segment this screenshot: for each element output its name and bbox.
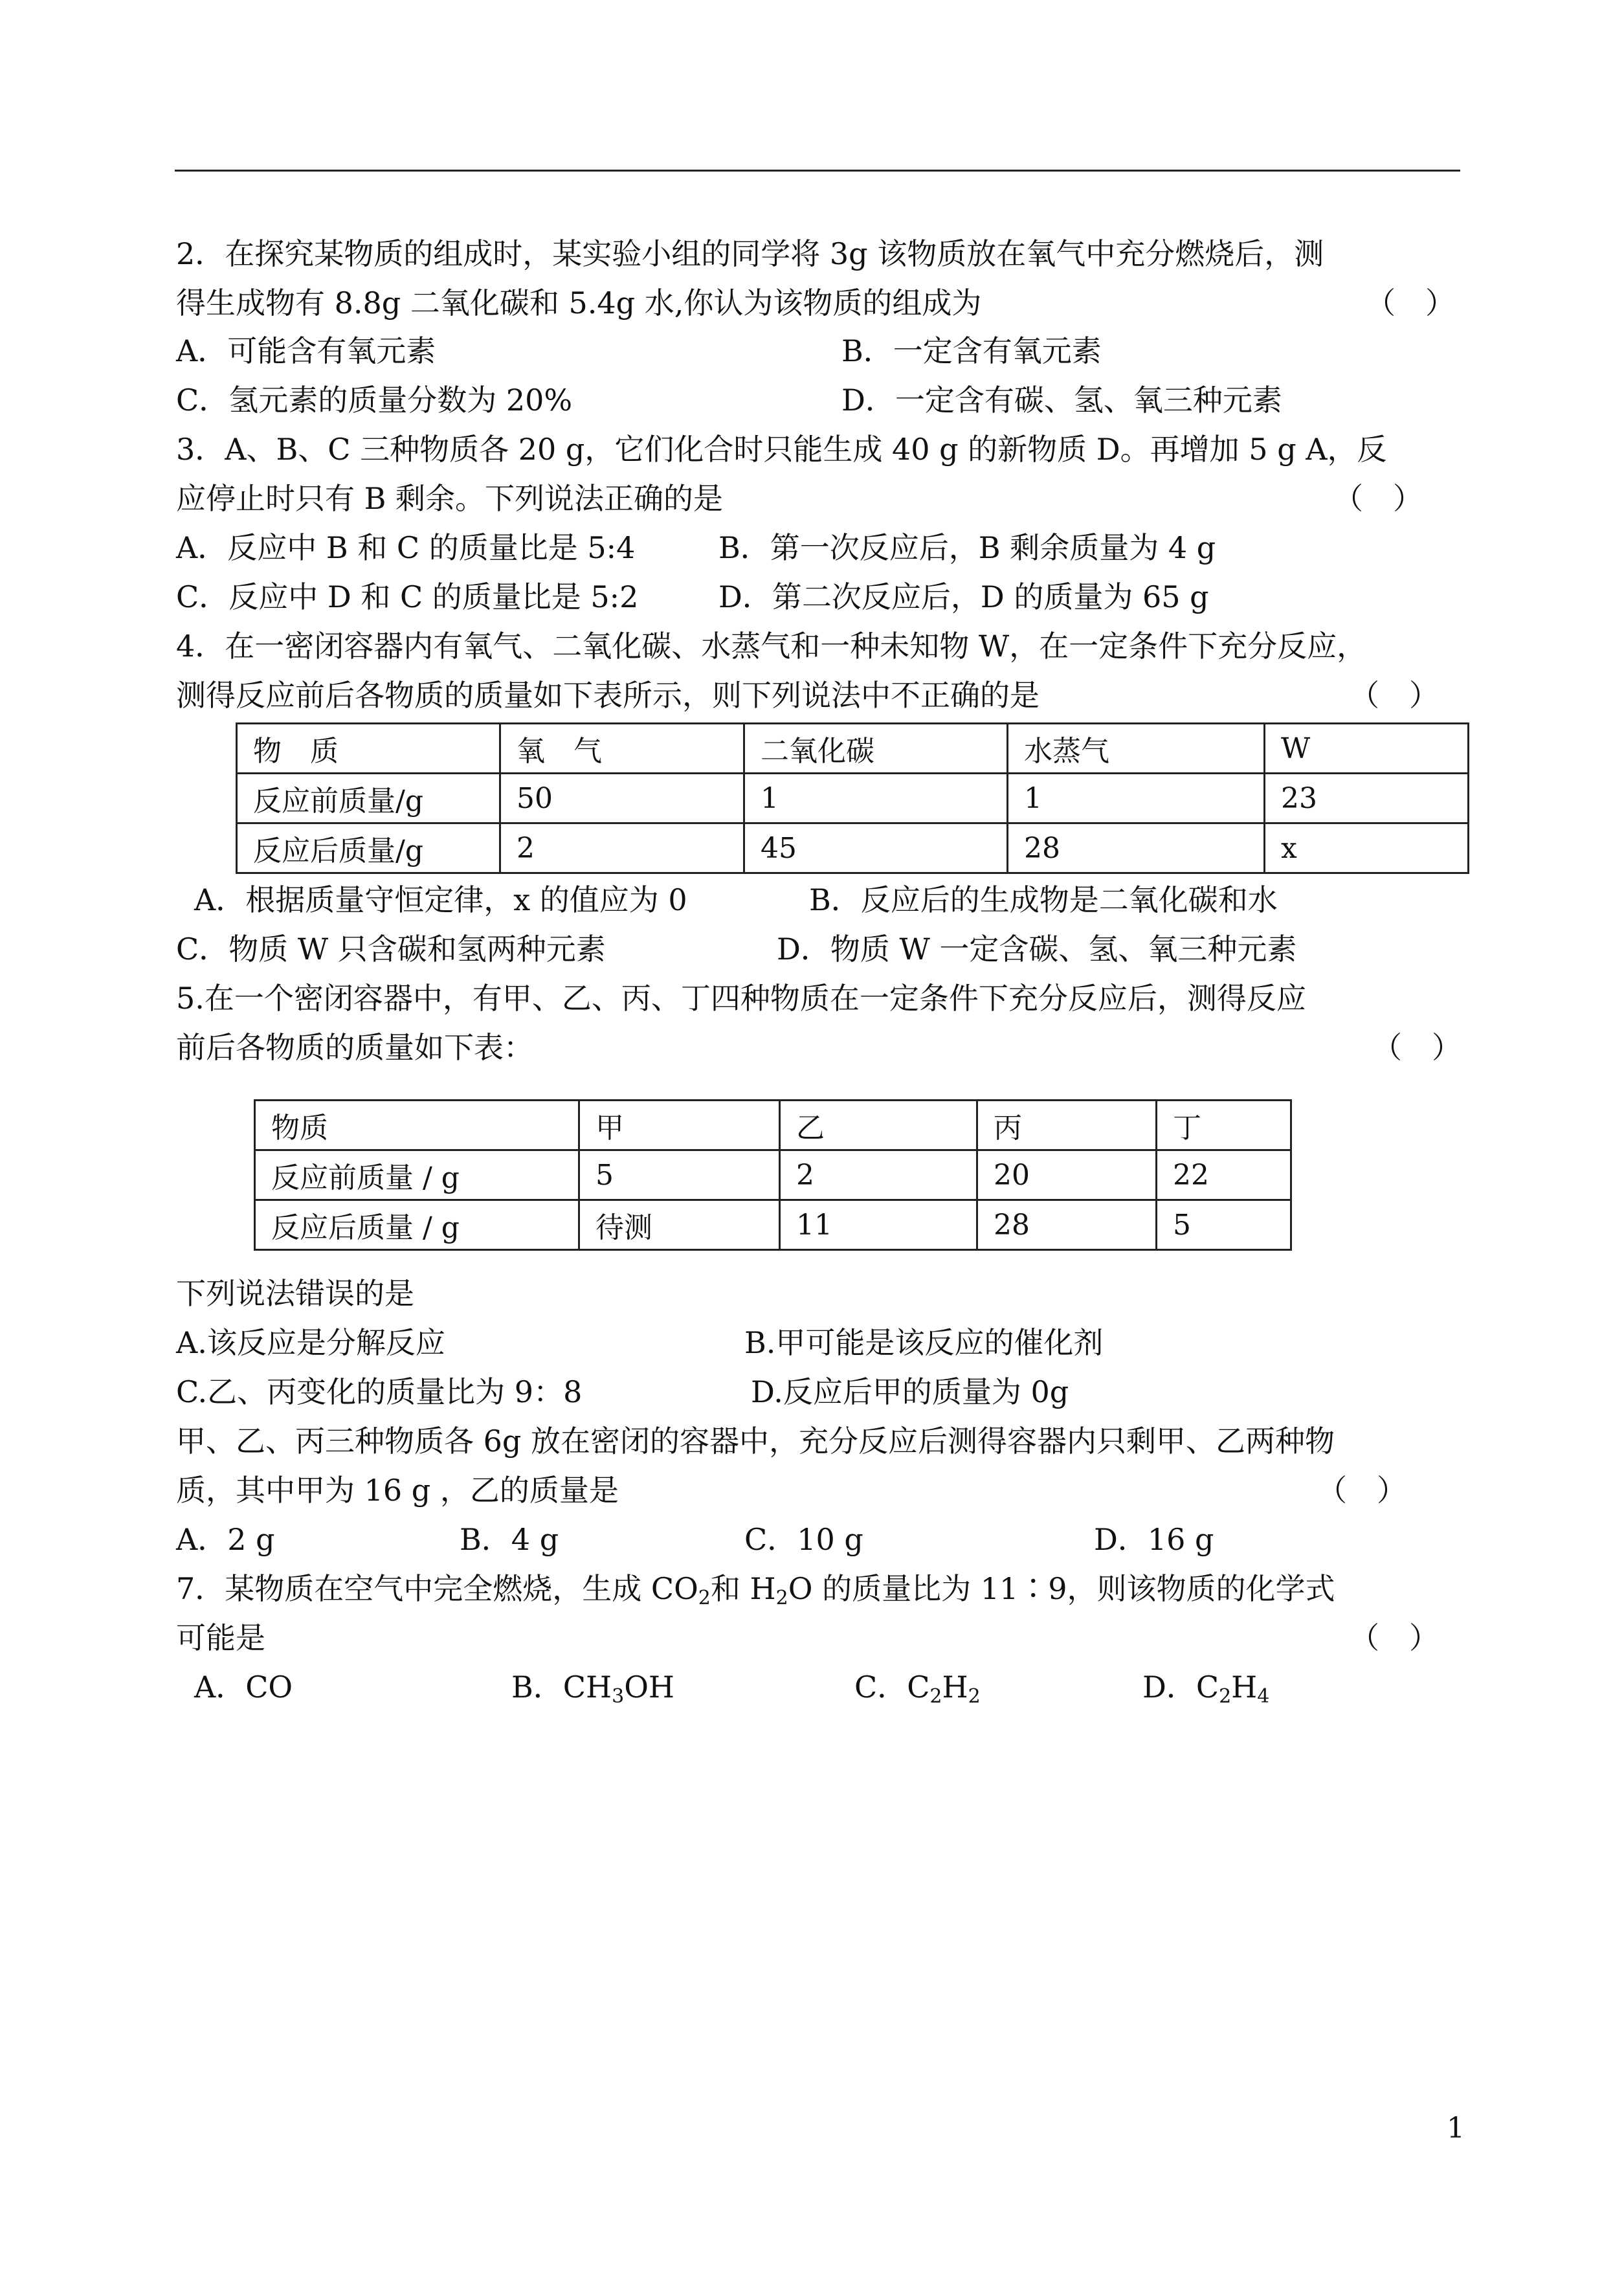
q2-option-a: A．可能含有氧元素 (176, 333, 436, 368)
q6-option-c: C．10 g (744, 1522, 863, 1557)
table-cell: 反应后质量 / g (255, 1200, 579, 1250)
table-cell: 28 (1008, 823, 1265, 873)
q2-stem-line1: 2．在探究某物质的组成时，某实验小组的同学将 3g 该物质放在氧气中充分燃烧后，测 (176, 236, 1324, 271)
table-cell: 物 质 (237, 724, 500, 774)
table-row (255, 1200, 1291, 1250)
table-cell: 23 (1265, 774, 1469, 823)
table-cell: 1 (1008, 774, 1265, 823)
q6-stem-line2: 质，其中甲为 16 g ，乙的质量是 (176, 1473, 619, 1508)
q7-option-a: A．CO (194, 1670, 293, 1705)
table-cell: W (1265, 724, 1469, 774)
table-cell: 物质 (255, 1101, 579, 1150)
q7-option-d: D．$C_2H_4$ (1142, 1670, 1270, 1708)
q5-stem-line2: 前后各物质的质量如下表： (176, 1030, 533, 1065)
q3-option-d: D．第二次反应后，D 的质量为 65 g (718, 579, 1209, 614)
table-cell: x (1265, 823, 1469, 873)
table-cell: 甲 (579, 1101, 780, 1150)
q4-answer-paren: （ ） (1350, 678, 1439, 713)
table-cell: 50 (500, 774, 744, 823)
table-cell: 反应前质量 / g (255, 1150, 579, 1200)
table-cell: 待测 (579, 1200, 780, 1250)
q2-option-d: D．一定含有碳、氢、氧三种元素 (841, 383, 1282, 418)
q7-stem-line1: 7．某物质在空气中完全燃烧，生成 $CO_2$和 $H_2O$ 的质量比为 11∶9，则该物质的化学式 (176, 1571, 1335, 1609)
q4-option-b: B．反应后的生成物是二氧化碳和水 (809, 882, 1278, 917)
q7-option-c: C．$C_2H_2$ (854, 1670, 981, 1708)
q4-mass-table (236, 722, 1469, 874)
q3-answer-paren: （ ） (1333, 481, 1423, 516)
q5-mass-table (254, 1099, 1292, 1251)
table-cell: 28 (977, 1200, 1157, 1250)
table-cell: 5 (1157, 1200, 1291, 1250)
table-cell: 反应前质量/g (237, 774, 500, 823)
table-cell: 水蒸气 (1008, 724, 1265, 774)
table-cell: 2 (780, 1150, 977, 1200)
q7-option-b: B．$CH_3OH$ (511, 1670, 675, 1708)
q5-option-d: D.反应后甲的质量为 0g (751, 1374, 1069, 1409)
q6-stem-line1: 甲、乙、丙三种物质各 6g 放在密闭的容器中，充分反应后测得容器内只剩甲、乙两种物 (176, 1424, 1335, 1459)
q4-stem-line1: 4．在一密闭容器内有氧气、二氧化碳、水蒸气和一种未知物 W，在一定条件下充分反应， (176, 629, 1367, 664)
q2-stem-line2: 得生成物有 8.8g 二氧化碳和 5.4g 水,你认为该物质的组成为 (176, 285, 982, 320)
q3-option-b: B．第一次反应后，B 剩余质量为 4 g (718, 530, 1216, 565)
table-row (255, 1150, 1291, 1200)
q3-stem-line2: 应停止时只有 B 剩余。下列说法正确的是 (176, 481, 724, 516)
table-row (237, 774, 1469, 823)
q7-stem-line2: 可能是 (176, 1620, 265, 1655)
q5-option-c: C.乙、丙变化的质量比为 9：8 (176, 1374, 583, 1409)
table-cell: 丙 (977, 1101, 1157, 1150)
table-cell: 乙 (780, 1101, 977, 1150)
table-row (255, 1101, 1291, 1150)
q5-option-b: B.甲可能是该反应的催化剂 (744, 1325, 1104, 1360)
table-row (237, 823, 1469, 873)
page-number: 1 (1447, 2112, 1465, 2145)
q5-sub-stem: 下列说法错误的是 (176, 1276, 414, 1311)
q3-option-a: A．反应中 B 和 C 的质量比是 5:4 (176, 530, 636, 565)
q6-answer-paren: （ ） (1317, 1473, 1407, 1508)
q5-option-a: A.该反应是分解反应 (176, 1325, 445, 1360)
q6-option-d: D．16 g (1094, 1522, 1214, 1557)
table-cell: 11 (780, 1200, 977, 1250)
q4-stem-line2: 测得反应前后各物质的质量如下表所示，则下列说法中不正确的是 (176, 678, 1040, 713)
q4-option-d: D．物质 W 一定含碳、氢、氧三种元素 (777, 932, 1297, 967)
table-cell: 氧 气 (500, 724, 744, 774)
q4-option-c: C．物质 W 只含碳和氢两种元素 (176, 932, 606, 967)
q2-option-b: B．一定含有氧元素 (841, 333, 1102, 368)
q6-option-b: B．4 g (460, 1522, 559, 1557)
q2-answer-paren: （ ） (1366, 285, 1455, 320)
q4-option-a: A．根据质量守恒定律，x 的值应为 0 (194, 882, 687, 917)
table-cell: 20 (977, 1150, 1157, 1200)
table-cell: 45 (744, 823, 1008, 873)
q2-option-c: C．氢元素的质量分数为 20% (176, 383, 573, 418)
q3-stem-line1: 3．A、B、C 三种物质各 20 g，它们化合时只能生成 40 g 的新物质 D。再增加 5 g A，反 (176, 432, 1387, 467)
table-cell: 反应后质量/g (237, 823, 500, 873)
q6-option-a: A．2 g (176, 1522, 275, 1557)
q3-option-c: C．反应中 D 和 C 的质量比是 5:2 (176, 579, 639, 614)
table-cell: 5 (579, 1150, 780, 1200)
table-cell: 22 (1157, 1150, 1291, 1200)
header-rule (175, 170, 1460, 172)
table-cell: 丁 (1157, 1101, 1291, 1150)
q5-answer-paren: （ ） (1372, 1030, 1462, 1065)
q7-answer-paren: （ ） (1350, 1620, 1439, 1655)
table-cell: 2 (500, 823, 744, 873)
table-row (237, 724, 1469, 774)
table-cell: 二氧化碳 (744, 724, 1008, 774)
q5-stem-line1: 5.在一个密闭容器中，有甲、乙、丙、丁四种物质在一定条件下充分反应后，测得反应 (176, 981, 1306, 1016)
table-cell: 1 (744, 774, 1008, 823)
